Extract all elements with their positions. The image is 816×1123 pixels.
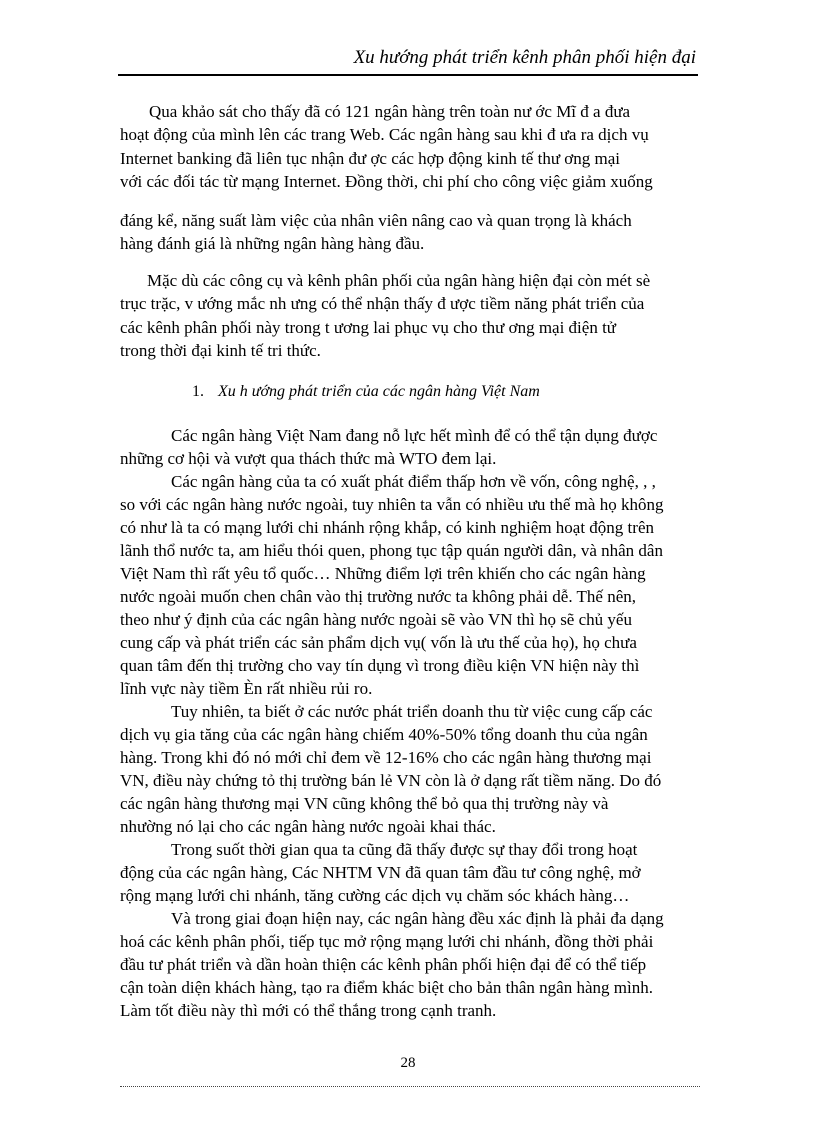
text-line: hoạt động của mình lên các trang Web. Các ngân hàng sau khi đ ưa ra dịch vụ [120,125,649,145]
text-line: các kênh phân phối này trong t ương lai phục vụ cho thư ơng mại điện tử [120,317,617,337]
text-line: Trong suốt thời gian qua ta cũng đã thấy được sự thay đổi trong hoạt [171,840,638,859]
text-line: lãnh thổ nước ta, am hiểu thói quen, phong tục tập quán người dân, và nhân dân [120,541,663,560]
text-line: hàng đánh giá là những ngân hàng hàng đầu. [120,234,425,254]
text-line: Qua khảo sát cho thấy đã có 121 ngân hàng trên toàn nư ớc Mĩ đ a đưa [149,102,631,121]
text-line: hàng. Trong khi đó nó mới chỉ đem về 12-16% cho các ngân hàng thương mại [120,748,652,767]
text-line: những cơ hội và vượt qua thách thức mà WTO đem lại. [120,449,497,468]
text-line: nhường nó lại cho các ngân hàng nước ngoài khai thác. [120,817,496,836]
footer-divider [120,1086,700,1087]
text-line: VN, điều này chứng tỏ thị trường bán lẻ VN còn là ở dạng rất tiềm năng. Do đó [120,771,662,790]
section-number: 1. [192,383,204,400]
page-number: 28 [400,1055,416,1071]
text-line: trong thời đại kinh tế tri thức. [120,341,321,361]
text-line: cận toàn diện khách hàng, tạo ra điểm khác biệt cho bản thân ngân hàng mình. [120,978,653,997]
text-line: theo như ý định của các ngân hàng nước ngoài sẽ vào VN thì họ sẽ chủ yếu [120,610,632,629]
header-divider [118,74,698,76]
text-line: Việt Nam thì rất yêu tổ quốc… Những điểm lợi trên khiến cho các ngân hàng [120,564,646,583]
paragraph-continuation [120,209,696,256]
section-title: Xu h ướng phát triển của các ngân hàng Việt Nam [218,383,540,400]
text-line: với các đối tác từ mạng Internet. Đồng thời, chi phí cho công việc giảm xuống [120,172,653,192]
text-line: các ngân hàng thương mại VN cũng không thể bỏ qua thị trường này và [120,794,609,813]
text-line: đáng kể, năng suất làm việc của nhân viên nâng cao và quan trọng là khách [120,211,632,230]
text-line: Mặc dù các công cụ và kênh phân phối của ngân hàng hiện đại còn mét sè [147,271,651,290]
body-text [120,424,696,1022]
text-line: Các ngân hàng của ta có xuất phát điểm thấp hơn về vốn, công nghệ, , , [171,472,656,491]
text-line: nước ngoài muốn chen chân vào thị trường nước ta không phải dễ. Thế nên, [120,587,637,606]
paragraph-modern-channels [120,269,696,363]
text-line: động của các ngân hàng, Các NHTM VN đã quan tâm đầu tư công nghệ, mở [120,863,641,882]
text-line: dịch vụ gia tăng của các ngân hàng chiếm 40%-50% tổng doanh thu của ngân [120,725,648,744]
text-line: lĩnh vực này tiềm Èn rất nhiều rủi ro. [120,679,373,698]
text-line: Internet banking đã liên tục nhận đư ợc các hợp động kinh tế thư ơng mại [120,148,621,168]
text-line: đầu tư phát triển và dần hoàn thiện các kênh phân phối hiện đại để có thể tiếp [120,955,647,974]
section-heading [192,381,540,403]
text-line: Làm tốt điều này thì mới có thể thắng trong cạnh tranh. [120,1001,497,1020]
text-line: Tuy nhiên, ta biết ở các nước phát triển doanh thu từ việc cung cấp các [171,702,653,721]
text-line: trục trặc, v ướng mắc nh ưng có thể nhận thấy đ ược tiềm năng phát triển của [120,294,645,314]
paragraph-internet-banking [120,100,696,194]
running-header-title: Xu hướng phát triển kênh phân phối hiện đại [353,47,696,68]
text-line: quan tâm đến thị trường cho vay tín dụng vì trong điều kiện VN hiện này thì [120,656,640,675]
text-line: cung cấp và phát triển các sản phẩm dịch vụ( vốn là ưu thế của họ), họ chưa [120,633,637,652]
text-line: so với các ngân hàng nước ngoài, tuy nhiên ta vẫn có nhiều ưu thế mà họ không [120,495,664,514]
text-line: Các ngân hàng Việt Nam đang nỗ lực hết mình để có thể tận dụng được [171,426,658,445]
text-line: có như là ta có mạng lưới chi nhánh rộng khắp, có kinh nghiệm hoạt động trên [120,518,654,537]
text-line: hoá các kênh phân phối, tiếp tục mở rộng mạng lưới chi nhánh, đồng thời phải [120,932,654,951]
text-line: Và trong giai đoạn hiện nay, các ngân hàng đều xác định là phải đa dạng [171,909,664,928]
text-line: rộng mạng lưới chi nhánh, tăng cường các dịch vụ chăm sóc khách hàng… [120,886,630,905]
